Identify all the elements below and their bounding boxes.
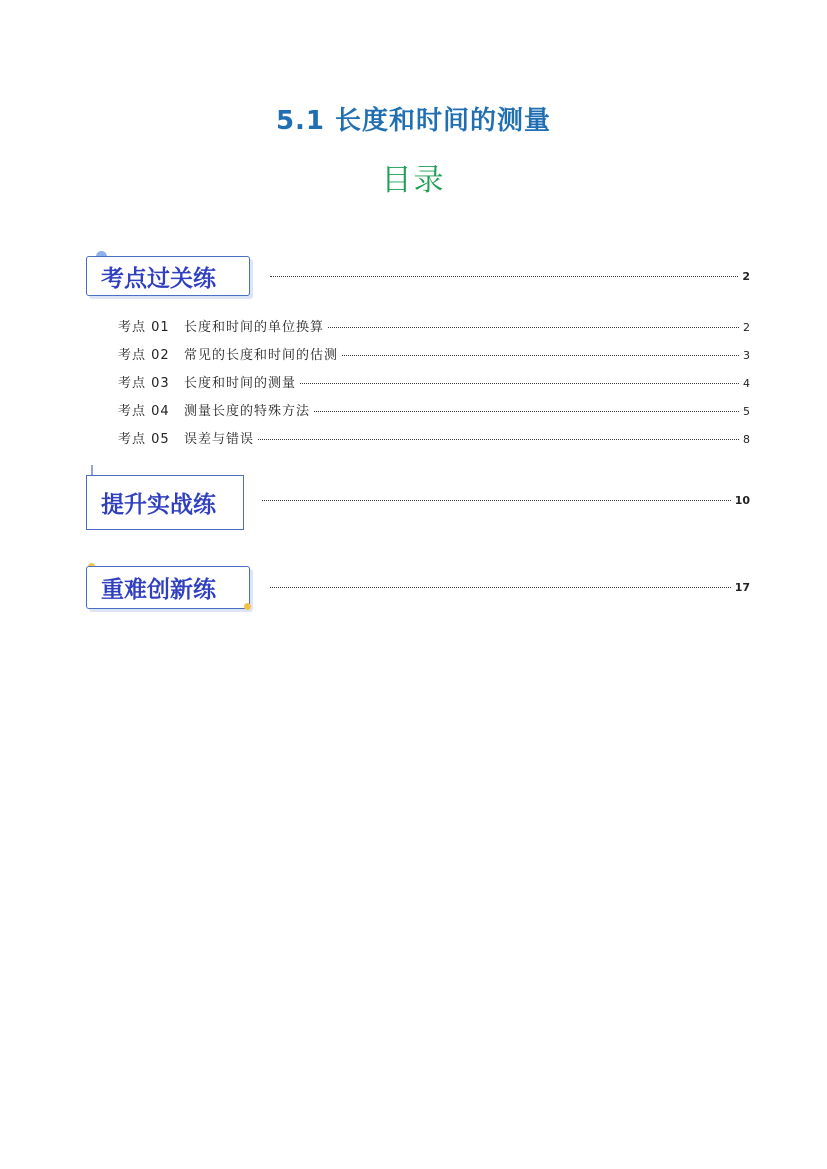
dot-leader bbox=[270, 587, 731, 588]
toc-entry-checkpoint[interactable] bbox=[266, 270, 750, 283]
section-badge-checkpoint: 考点过关练 bbox=[86, 256, 250, 296]
dot-leader bbox=[328, 327, 739, 328]
dot-leader bbox=[300, 383, 739, 384]
page-number: 5 bbox=[743, 405, 750, 418]
page-number: 17 bbox=[734, 581, 750, 594]
dot-leader bbox=[258, 439, 739, 440]
page-number: 2 bbox=[742, 270, 750, 283]
toc-subentry[interactable] bbox=[118, 428, 750, 447]
dot-leader bbox=[342, 355, 739, 356]
subentry-text: 常见的长度和时间的估测 bbox=[184, 348, 339, 363]
subentry-label: 考点 03 bbox=[118, 376, 170, 391]
section-badge-innovation: 重难创新练 bbox=[86, 566, 250, 609]
page-number: 2 bbox=[743, 321, 750, 334]
toc-entry-practice[interactable] bbox=[258, 494, 750, 507]
page-number: 10 bbox=[734, 494, 750, 507]
page-number: 4 bbox=[743, 377, 750, 390]
subentry-label: 考点 02 bbox=[118, 348, 170, 363]
toc-subentry[interactable] bbox=[118, 316, 750, 335]
toc-heading: 目录 bbox=[381, 163, 446, 198]
document-title: 5.1 长度和时间的测量 bbox=[275, 106, 552, 136]
subentry-label: 考点 01 bbox=[118, 320, 170, 335]
subentry-text: 测量长度的特殊方法 bbox=[184, 404, 311, 419]
subentry-text: 误差与错误 bbox=[184, 432, 255, 447]
subentry-label: 考点 05 bbox=[118, 432, 170, 447]
toc-subentry[interactable] bbox=[118, 372, 750, 391]
subentry-label: 考点 04 bbox=[118, 404, 170, 419]
toc-subentry[interactable] bbox=[118, 400, 750, 419]
page-number: 3 bbox=[743, 349, 750, 362]
dot-leader bbox=[262, 500, 731, 501]
badge-decoration-dot bbox=[244, 603, 251, 610]
dot-leader bbox=[270, 276, 738, 277]
toc-subentry[interactable] bbox=[118, 344, 750, 363]
subentry-text: 长度和时间的单位换算 bbox=[184, 320, 325, 335]
dot-leader bbox=[314, 411, 739, 412]
subentry-text: 长度和时间的测量 bbox=[184, 376, 297, 391]
toc-entry-innovation[interactable] bbox=[266, 581, 750, 594]
section-badge-practice: 提升实战练 bbox=[86, 475, 244, 530]
page-number: 8 bbox=[743, 433, 750, 446]
